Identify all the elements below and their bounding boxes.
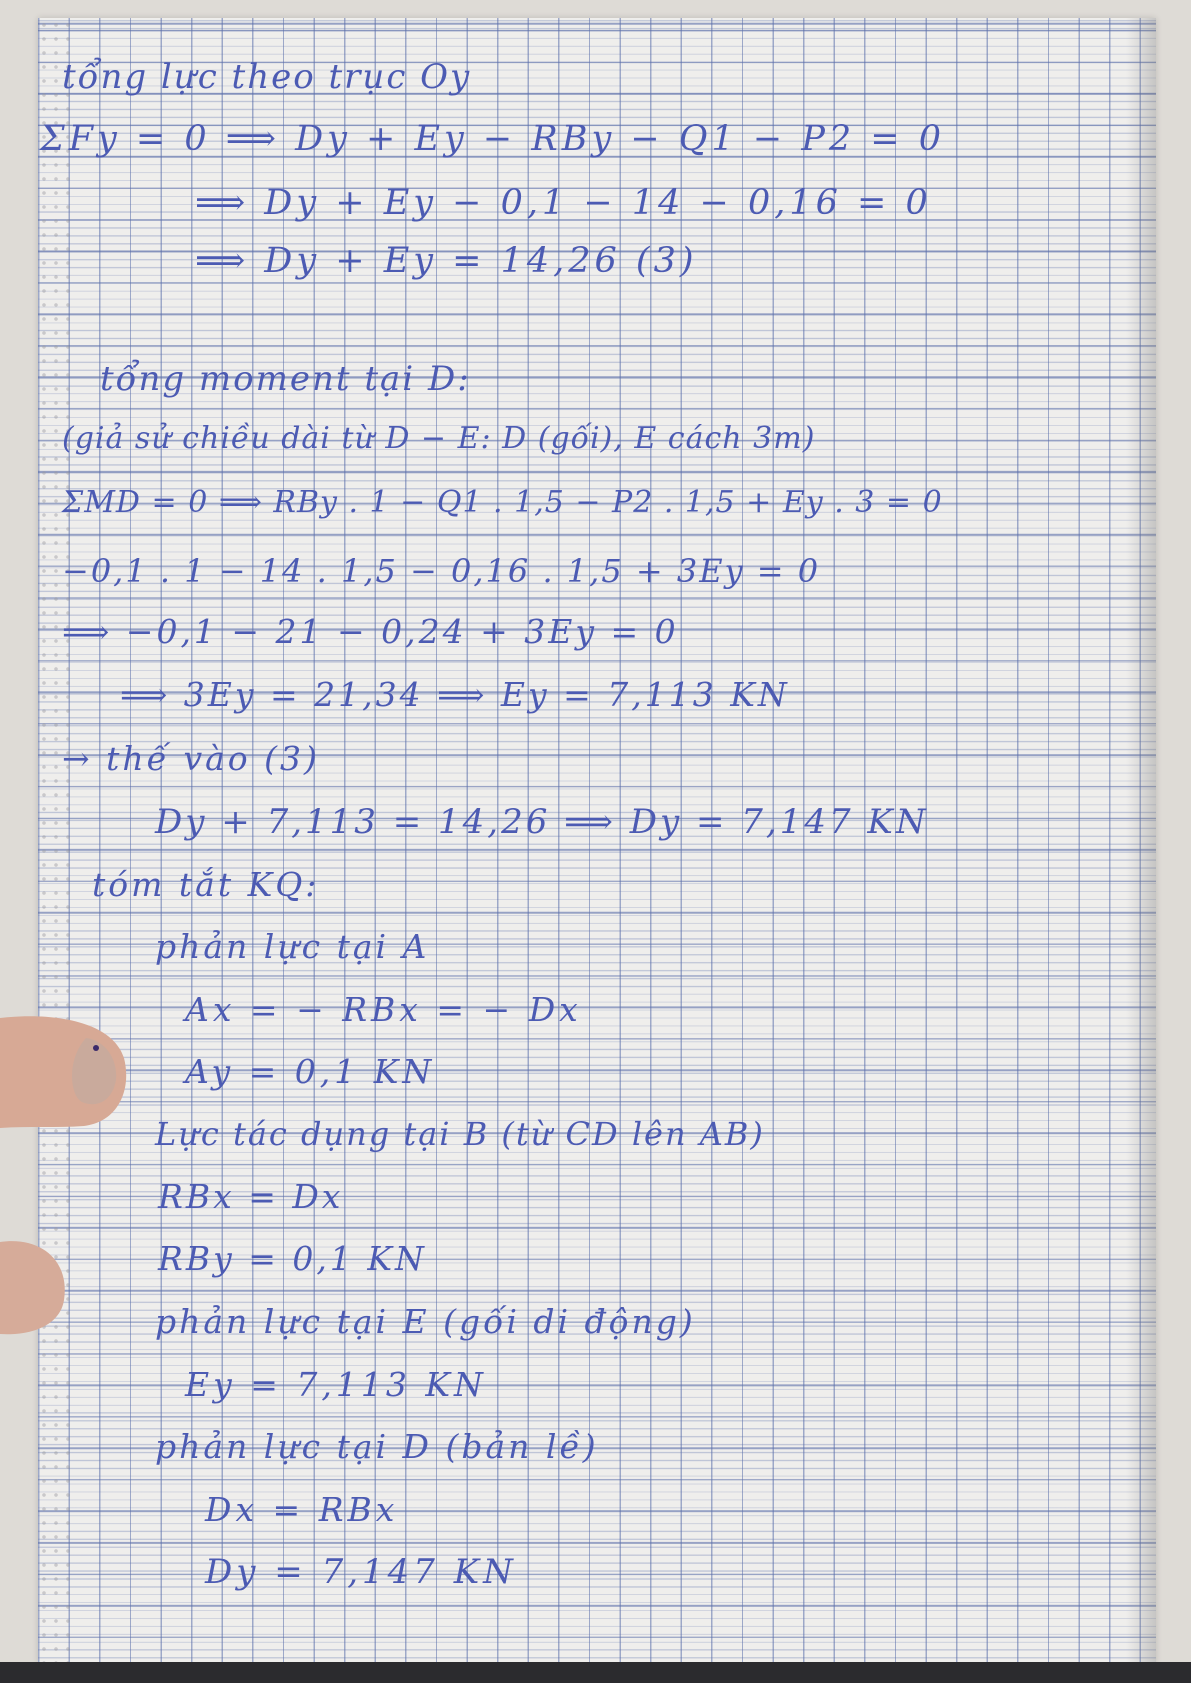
- note-line: Dy + 7,113 = 14,26 ⟹ Dy = 7,147 KN: [155, 802, 929, 842]
- note-line: tổng moment tại D:: [100, 359, 471, 399]
- note-line: ΣMD = 0 ⟹ RBy . 1 − Q1 . 1,5 − P2 . 1,5 + Ey . 3 = 0: [62, 485, 943, 520]
- page-bottom-edge: [0, 1662, 1191, 1683]
- note-line: phản lực tại A: [155, 927, 430, 966]
- note-line: Dy = 7,147 KN: [205, 1552, 517, 1592]
- note-line: Lực tác dụng tại B (từ CD lên AB): [155, 1115, 765, 1153]
- note-line: tổng lực theo trục Oy: [62, 57, 472, 97]
- note-line: −0,1 . 1 − 14 . 1,5 − 0,16 . 1,5 + 3Ey = 0: [62, 552, 821, 590]
- note-line: Ey = 7,113 KN: [185, 1365, 487, 1404]
- note-line: phản lực tại D (bản lề): [155, 1427, 599, 1466]
- note-line: RBy = 0,1 KN: [158, 1239, 427, 1278]
- note-line: tóm tắt KQ:: [92, 865, 320, 904]
- note-line: phản lực tại E (gối di động): [155, 1302, 696, 1341]
- finger-thumb-image: [0, 1010, 132, 1340]
- note-line: ΣFy = 0 ⟹ Dy + Ey − RBy − Q1 − P2 = 0: [40, 119, 946, 159]
- note-line: ⟹ Dy + Ey = 14,26 (3): [195, 241, 698, 281]
- note-line: (giả sử chiều dài từ D − E: D (gối), E cách 3m): [62, 421, 816, 456]
- note-line: ⟹ 3Ey = 21,34 ⟹ Ey = 7,113 KN: [120, 675, 790, 714]
- note-line: ⟹ Dy + Ey − 0,1 − 14 − 0,16 = 0: [195, 183, 932, 223]
- note-line: Ay = 0,1 KN: [185, 1052, 436, 1091]
- note-line: Ax = − RBx = − Dx: [185, 990, 582, 1029]
- note-line: RBx = Dx: [158, 1177, 344, 1216]
- note-line: ⟹ −0,1 − 21 − 0,24 + 3Ey = 0: [62, 612, 679, 651]
- note-line: → thế vào (3): [62, 739, 320, 778]
- note-line: Dx = RBx: [205, 1490, 399, 1529]
- page-margin-perforation: [38, 18, 76, 1663]
